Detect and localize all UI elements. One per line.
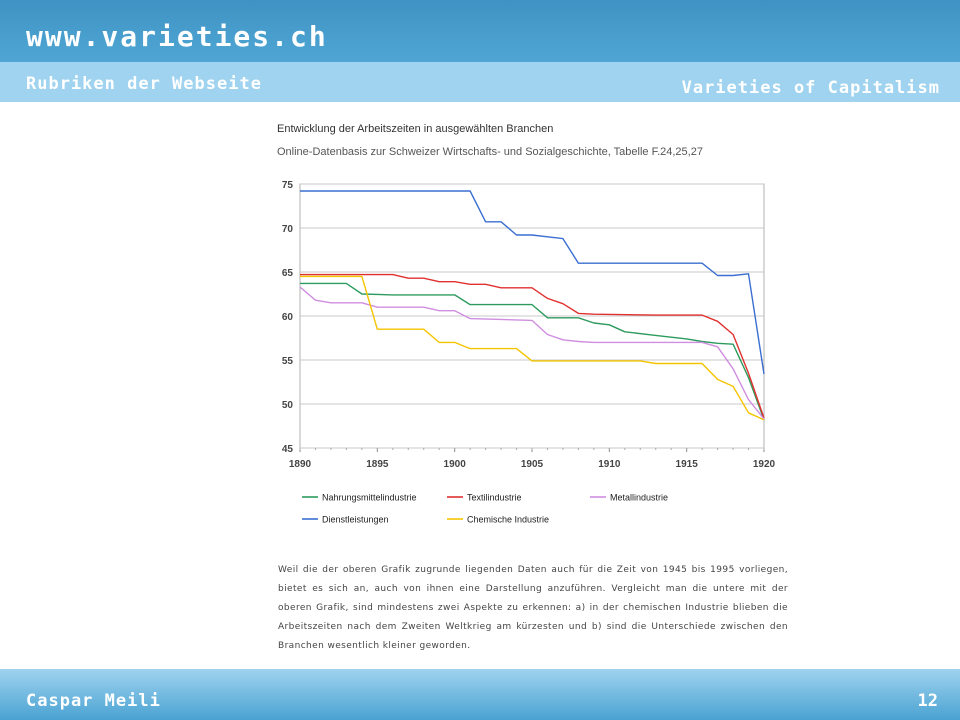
legend-label: Dienstleistungen — [322, 514, 389, 525]
body-paragraph: Weil die der oberen Grafik zugrunde liegenden Daten auch für die Zeit von 1945 bis 1995 vorliegen, bietet es sich an, auch von ihnen eine Darstellung anzuführen. Vergleicht man die untere mit der oberen Grafik, sind mindestens zwei Aspekte zu erkennen: a) in der chemischen Industrie blieben die Arbeitszeiten nach dem Zweiten Weltkrieg am kürzesten und b) sind die Unterschiede zwischen den Branchen wesentlich kleiner geworden. — [278, 565, 788, 651]
x-tick-label: 1910 — [598, 459, 621, 470]
topic-title: Varieties of Capitalism — [681, 78, 940, 98]
page-number: 12 — [917, 691, 938, 711]
x-tick-label: 1915 — [675, 459, 698, 470]
chart-title: Entwicklung der Arbeitszeiten in ausgewählten Branchen — [277, 123, 554, 135]
site-title[interactable]: www.varieties.ch — [26, 20, 328, 53]
y-tick-label: 65 — [281, 268, 293, 279]
legend-label: Nahrungsmittelindustrie — [322, 492, 417, 503]
x-tick-label: 1890 — [288, 459, 312, 470]
legend-label: Textilindustrie — [467, 492, 522, 503]
x-tick-label: 1905 — [520, 459, 544, 470]
y-tick-label: 75 — [281, 180, 293, 191]
y-tick-label: 50 — [281, 400, 293, 411]
x-tick-label: 1920 — [752, 459, 776, 470]
y-tick-label: 45 — [281, 444, 293, 455]
chart-subtitle: Online-Datenbasis zur Schweizer Wirtschafts- und Sozialgeschichte, Tabelle F.24,25,27 — [277, 146, 703, 158]
author-name: Caspar Meili — [26, 691, 161, 711]
line-chart — [270, 170, 790, 540]
legend-label: Metallindustrie — [610, 492, 669, 503]
legend-label: Chemische Industrie — [467, 514, 550, 525]
x-tick-label: 1900 — [443, 459, 466, 470]
y-tick-label: 55 — [281, 356, 293, 367]
x-tick-label: 1895 — [366, 459, 389, 470]
y-tick-label: 70 — [281, 224, 293, 235]
y-tick-label: 60 — [281, 312, 293, 323]
section-link[interactable]: Rubriken der Webseite — [26, 74, 262, 94]
